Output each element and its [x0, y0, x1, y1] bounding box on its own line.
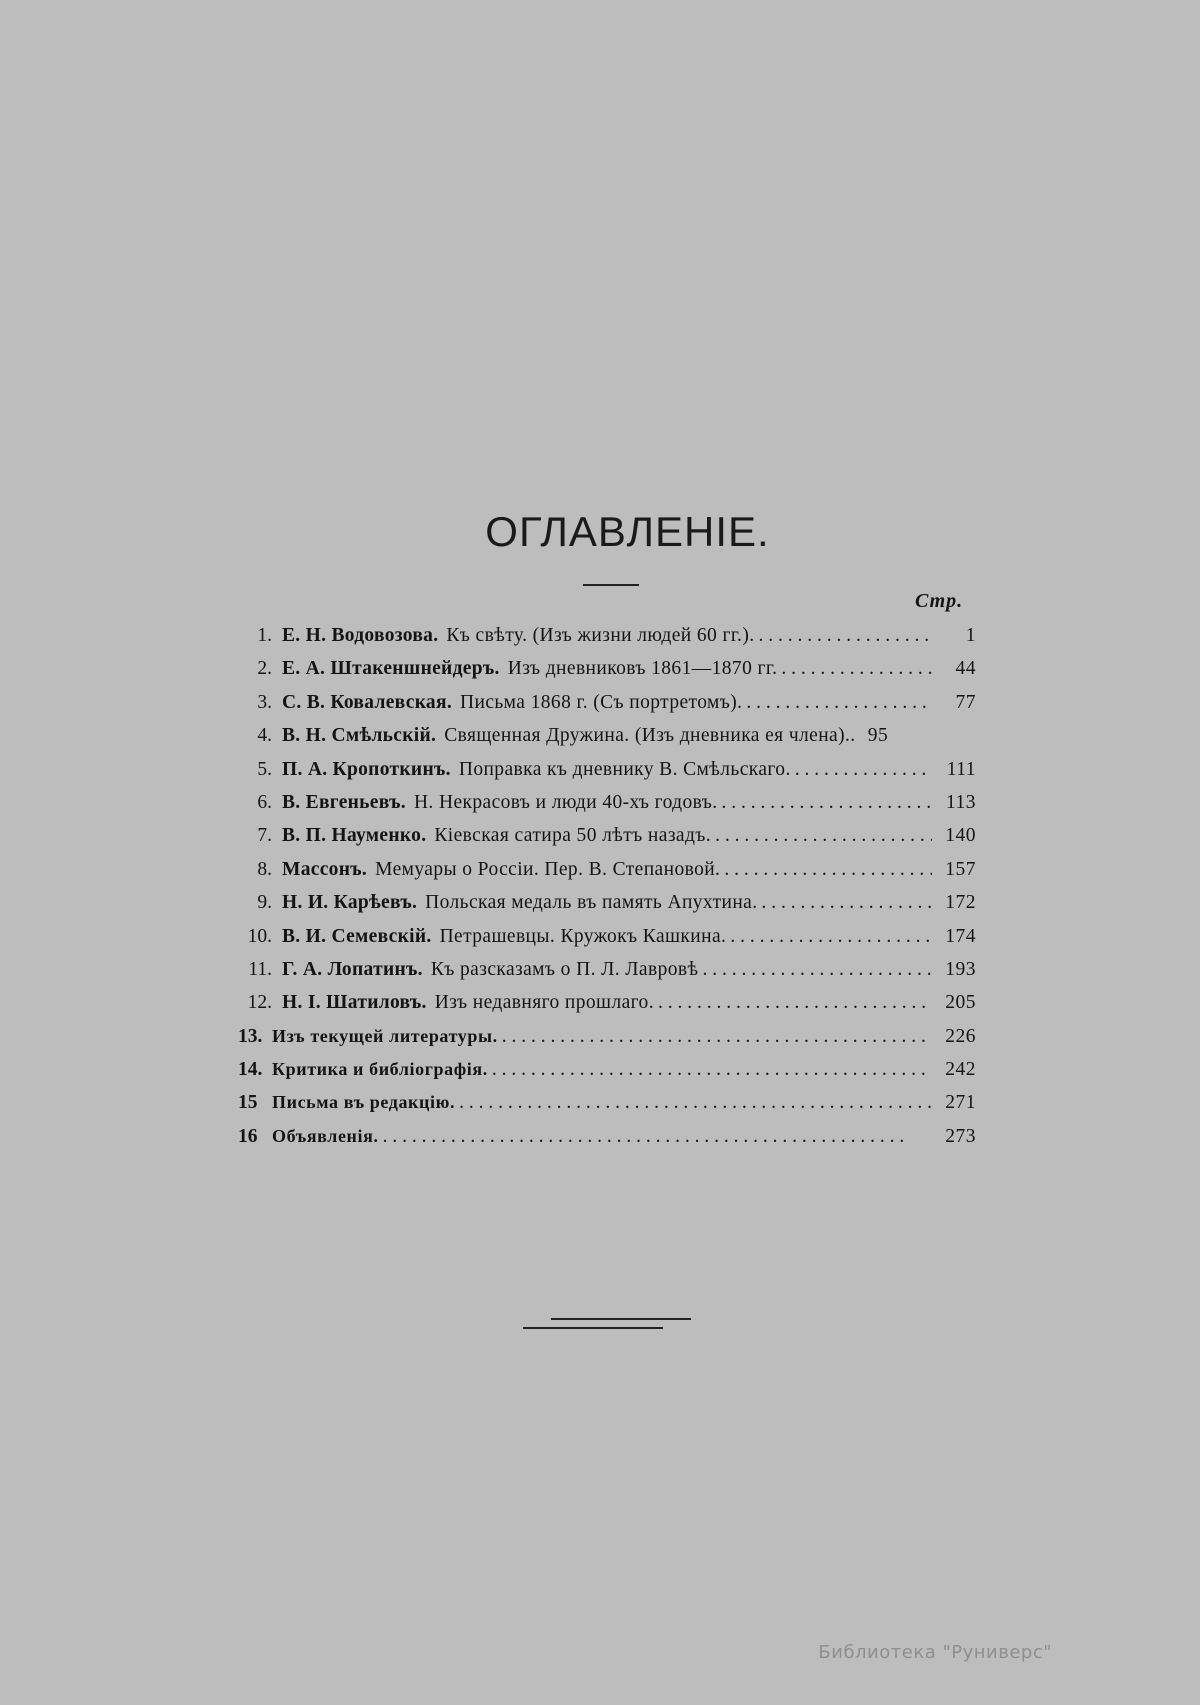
entry-author: Н. I. Шатиловъ.	[282, 992, 427, 1014]
entry-author: Е. А. Штакеншнейдеръ.	[282, 658, 500, 680]
entry-page: 111	[946, 758, 976, 780]
entry-author: Г. А. Лопатинъ.	[282, 958, 423, 980]
toc-section	[238, 1120, 976, 1153]
entry-title: Къ разсказамъ о П. Л. Лавровѣ	[430, 958, 699, 980]
section-number: 13.	[238, 1025, 263, 1047]
closing-rule-lower	[523, 1327, 663, 1329]
dot-leader	[502, 1020, 932, 1053]
dot-leader	[459, 1086, 932, 1119]
entry-number: 1.	[257, 625, 272, 646]
entry-page: 193	[945, 958, 976, 980]
entry-number: 8.	[257, 858, 272, 880]
toc-section	[238, 1086, 976, 1119]
entry-page: 172	[945, 892, 976, 914]
entry-title: Поправка къ дневнику В. Смѣльскаго.	[458, 758, 791, 780]
entry-page: 157	[945, 858, 976, 880]
entry-number: 12.	[247, 992, 272, 1014]
entry-author: В. П. Науменко.	[282, 825, 427, 847]
entry-title: Письма 1868 г. (Съ портретомъ).	[460, 691, 743, 713]
entry-number: 7.	[257, 825, 272, 847]
entry-title: Къ свѣту. (Изъ жизни людей 60 гг.).	[446, 625, 755, 646]
entry-number: 11.	[248, 958, 272, 980]
dot-leader	[795, 753, 932, 786]
section-number: 16	[238, 1125, 258, 1147]
section-page: 273	[945, 1125, 976, 1147]
toc-entry	[238, 819, 976, 852]
toc-section	[238, 1053, 976, 1086]
section-title: Критика и библіографія.	[272, 1059, 488, 1080]
entry-page: 174	[945, 925, 976, 947]
entry-author: С. В. Ковалевская.	[282, 691, 453, 713]
toc-entry	[238, 652, 976, 685]
section-page: 226	[945, 1025, 976, 1047]
toc-section	[238, 1020, 976, 1053]
section-title: Объявленія.	[272, 1125, 379, 1146]
entry-title: Мемуары о Россіи. Пер. В. Степановой.	[375, 858, 721, 880]
entry-page: 1	[965, 625, 976, 646]
dot-leader	[722, 786, 932, 819]
entry-title: Петрашевцы. Кружокъ Кашкина.	[439, 925, 727, 947]
entry-page: 77	[955, 691, 976, 713]
toc-entry	[238, 853, 976, 886]
toc-entry	[238, 719, 976, 752]
dot-leader	[724, 853, 932, 886]
section-page: 242	[945, 1059, 976, 1081]
entry-author: Массонъ.	[282, 858, 368, 880]
closing-rule-upper	[551, 1318, 691, 1320]
entry-number: 9.	[257, 892, 272, 914]
section-title: Письма въ редакцію.	[272, 1092, 456, 1113]
entry-number: 2.	[257, 658, 272, 680]
dot-leader	[762, 886, 932, 919]
entry-author: Е. Н. Водовозова.	[282, 625, 439, 646]
toc-entry	[238, 886, 976, 919]
toc-entry	[238, 786, 976, 819]
entry-number: 4.	[257, 725, 272, 747]
entry-number: 10.	[247, 925, 272, 947]
toc-entry	[238, 920, 976, 953]
entry-author: В. И. Семевскій.	[282, 925, 432, 947]
toc-entry	[238, 619, 976, 652]
entry-title: Н. Некрасовъ и люди 40-хъ годовъ.	[413, 791, 718, 813]
toc-entry	[238, 953, 976, 986]
entry-title: Польская медаль въ память Апухтина.	[425, 892, 758, 914]
title-divider	[583, 584, 639, 586]
dot-leader	[492, 1053, 932, 1086]
table-of-contents	[238, 619, 976, 1153]
entry-title: Изъ недавняго прошлаго.	[434, 992, 654, 1014]
page-title: ОГЛАВЛЕНІЕ.	[485, 508, 770, 555]
dot-leader	[658, 986, 932, 1019]
entry-author: В. Н. Смѣльскій.	[282, 725, 437, 747]
entry-number: 6.	[257, 791, 272, 813]
toc-entry	[238, 753, 976, 786]
toc-entry	[238, 686, 976, 719]
entry-title: Священная Дружина. (Изъ дневника ея члена).	[444, 725, 851, 747]
entry-author: В. Евгеньевъ.	[282, 791, 406, 813]
dot-leader	[715, 819, 932, 852]
entry-number: 5.	[257, 758, 272, 780]
entry-page: 95	[867, 725, 889, 747]
dot-leader	[703, 953, 933, 986]
library-watermark: Библиотека "Руниверс"	[818, 1642, 1052, 1663]
entry-title: Изъ дневниковъ 1861—1870 гг.	[507, 658, 778, 680]
entry-author: П. А. Кропоткинъ.	[282, 758, 451, 780]
section-number: 15	[238, 1092, 258, 1114]
section-page: 271	[945, 1092, 976, 1114]
dot-leader	[781, 652, 932, 685]
entry-number: 3.	[257, 691, 272, 713]
toc-entry	[238, 986, 976, 1019]
dot-leader	[759, 619, 933, 652]
entry-page: 44	[955, 658, 976, 680]
entry-title: Кіевская сатира 50 лѣтъ назадъ.	[434, 825, 712, 847]
dot-leader	[730, 920, 932, 953]
dot-leader	[746, 686, 932, 719]
section-title: Изъ текущей литературы.	[272, 1025, 498, 1046]
section-number: 14.	[238, 1059, 263, 1081]
entry-page: 113	[945, 791, 976, 813]
entry-page: 140	[945, 825, 976, 847]
entry-page: 205	[945, 992, 976, 1014]
page-column-label: Стр.	[915, 590, 964, 612]
entry-author: Н. И. Карѣевъ.	[282, 892, 418, 914]
dot-leader	[383, 1120, 932, 1153]
